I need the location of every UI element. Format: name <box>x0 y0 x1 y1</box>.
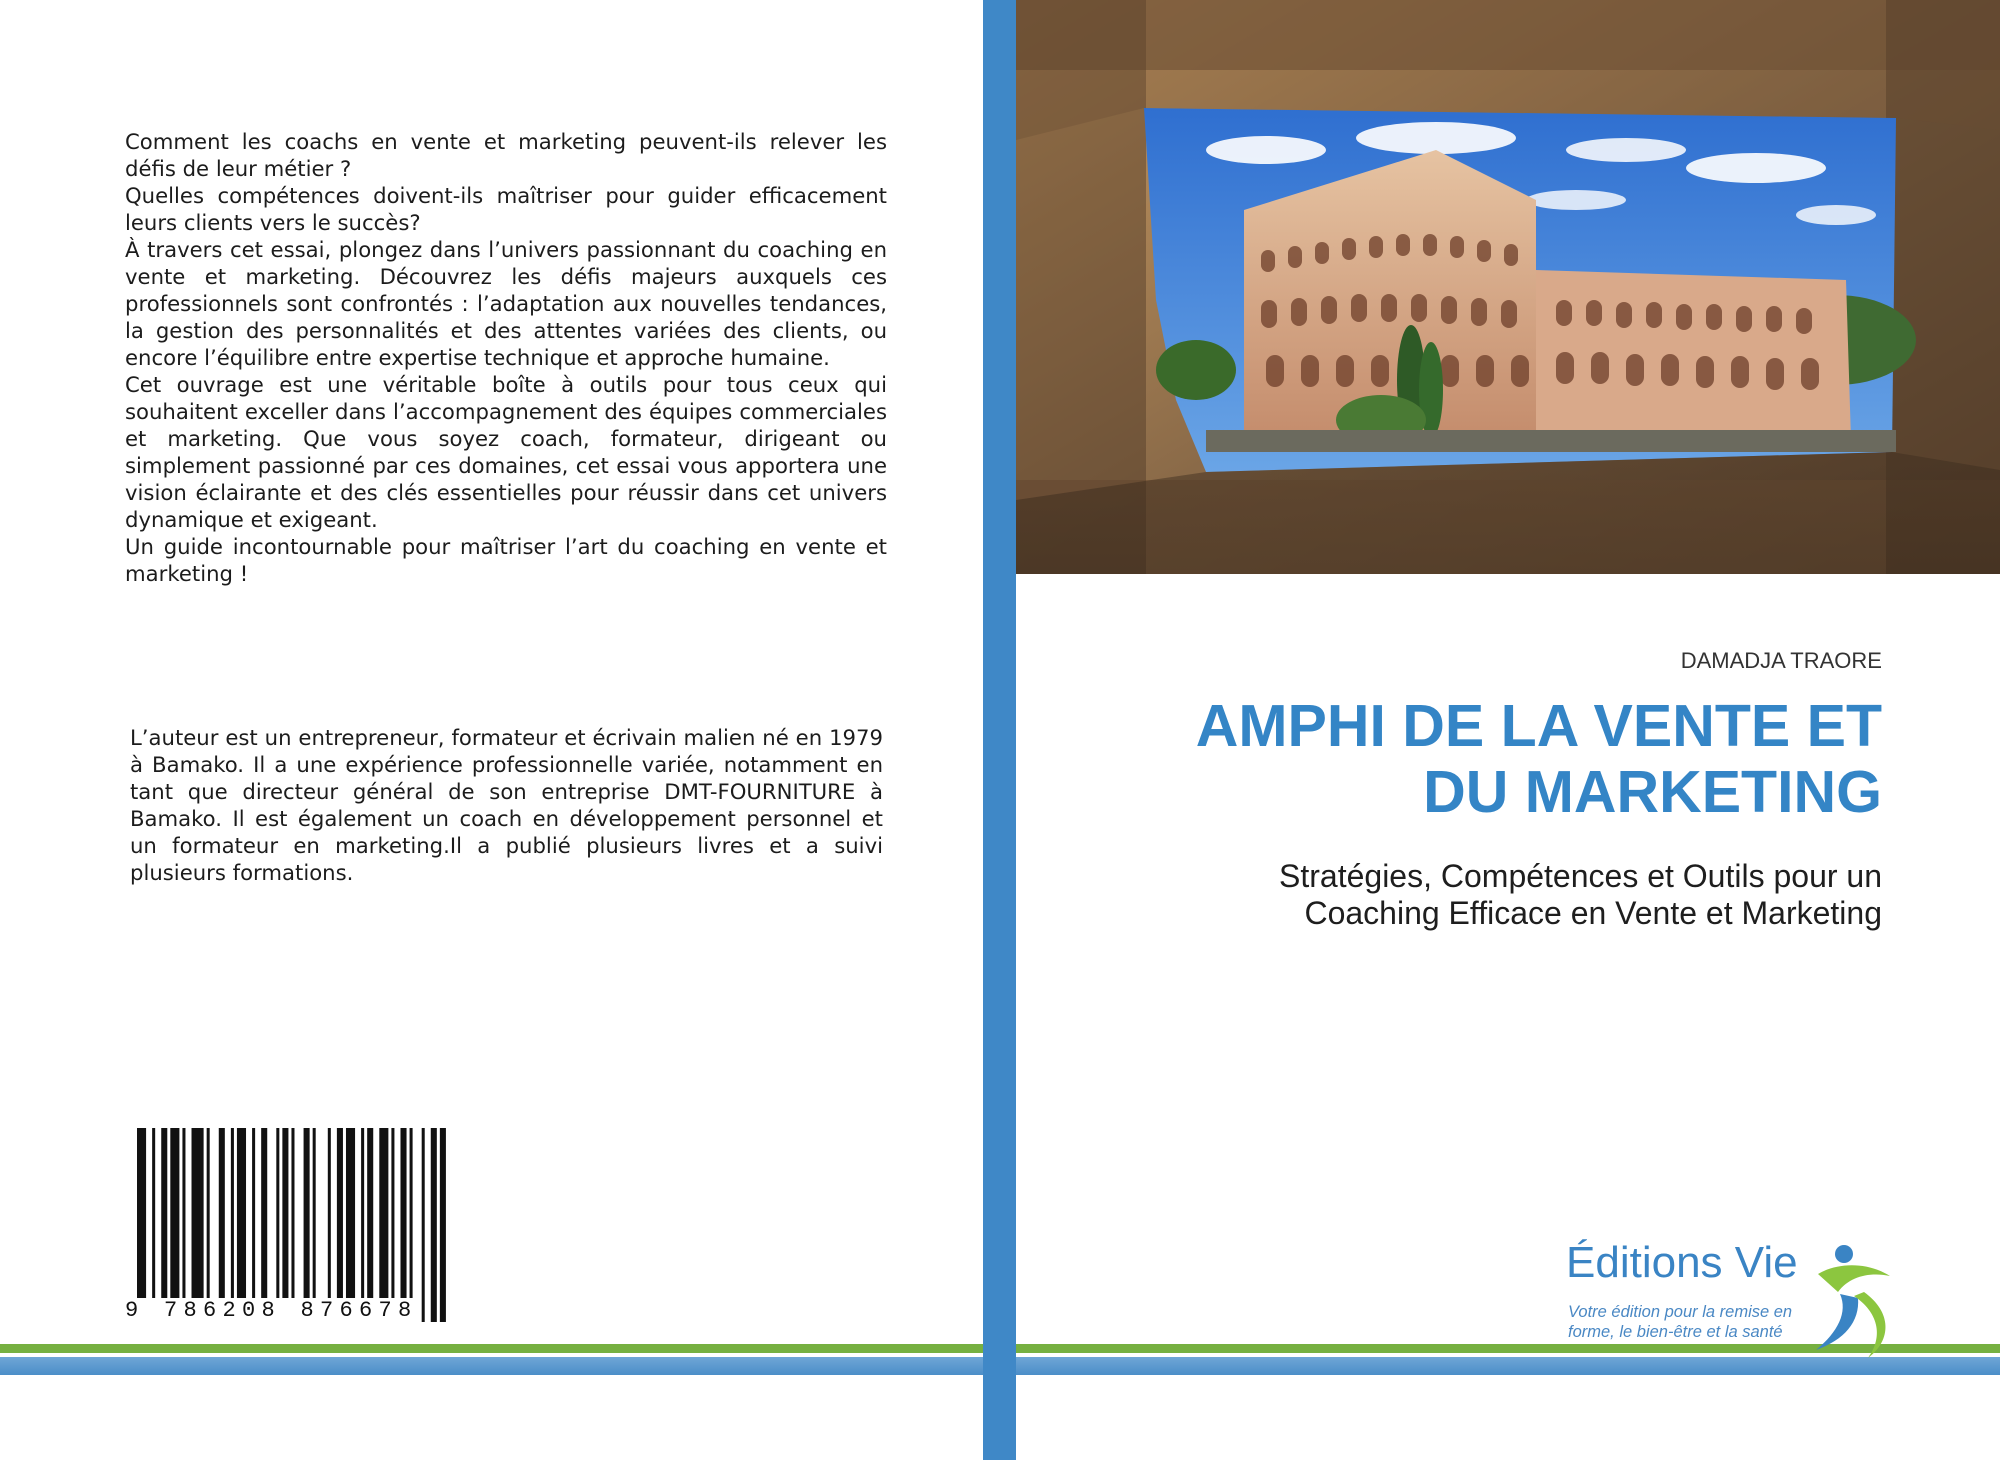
book-subtitle <box>1162 858 1882 932</box>
barcode-bars <box>137 1128 455 1322</box>
publisher-name: Éditions Vie <box>1566 1238 1798 1287</box>
isbn-number <box>125 1298 455 1323</box>
blurb-paragraph: Quelles compétences doivent-ils maîtriser pour guider efficacement leurs clients vers le succès? <box>125 183 887 235</box>
publisher-tagline <box>1568 1302 1808 1342</box>
isbn-digits: 9 786208 876678 <box>125 1298 418 1323</box>
blue-stripe-back <box>0 1357 983 1375</box>
book-subtitle-line: Stratégies, Compétences et Outils pour un <box>1279 858 1882 894</box>
publisher-tagline-line: forme, le bien-être et la santé <box>1568 1323 1783 1341</box>
author-name: DAMADJA TRAORE <box>1680 648 1882 673</box>
book-title-line: DU MARKETING <box>1423 759 1882 825</box>
book-subtitle-line: Coaching Efficace en Vente et Marketing <box>1304 895 1882 931</box>
spine <box>983 0 1016 1460</box>
person-figure-icon <box>1808 1232 1898 1362</box>
book-title-line: AMPHI DE LA VENTE ET <box>1195 693 1882 759</box>
publisher-tagline-line: Votre édition pour la remise en <box>1568 1303 1793 1321</box>
blurb-paragraph: À travers cet essai, plongez dans l’univers passionnant du coaching en vente et marketing. Découvrez les défis majeurs auxquels ces professionnels sont confrontés : l’adaptation aux nouvelles tendances, la gestion des personnalités et des attentes variées des clients, ou encore l’équilibre entre expertise technique et approche humaine. <box>125 237 887 370</box>
author-bio: L’auteur est un entrepreneur, formateur et écrivain malien né en 1979 à Bamako. Il a une expérience professionnelle variée, notamment en tant que directeur général de son entreprise DMT-FOURNITURE à Bamako. Il est également un coach en développement personnel et un formateur en marketing.Il a publié plusieurs livres et a suivi plusieurs formations. <box>130 725 883 885</box>
blurb-paragraph: Comment les coachs en vente et marketing peuvent-ils relever les défis de leur métier ? <box>125 129 887 181</box>
book-title <box>1122 693 1882 825</box>
blurb-paragraph: Un guide incontournable pour maîtriser l’art du coaching en vente et marketing ! <box>125 534 887 586</box>
cover-photo-colosseum <box>1016 0 2000 574</box>
publisher-logo <box>1566 1238 1906 1368</box>
green-stripe-back <box>0 1344 983 1353</box>
isbn-barcode <box>125 1128 455 1328</box>
back-cover-blurb <box>125 128 887 587</box>
blurb-paragraph: Cet ouvrage est une véritable boîte à outils pour tous ceux qui souhaitent exceller dans l’accompagnement des équipes commerciales et marketing. Que vous soyez coach, formateur, dirigeant ou simplement passionné par ces domaines, cet essai vous apportera une vision éclairante et des clés essentielles pour réussir dans cet univers dynamique et exigeant. <box>125 372 887 532</box>
